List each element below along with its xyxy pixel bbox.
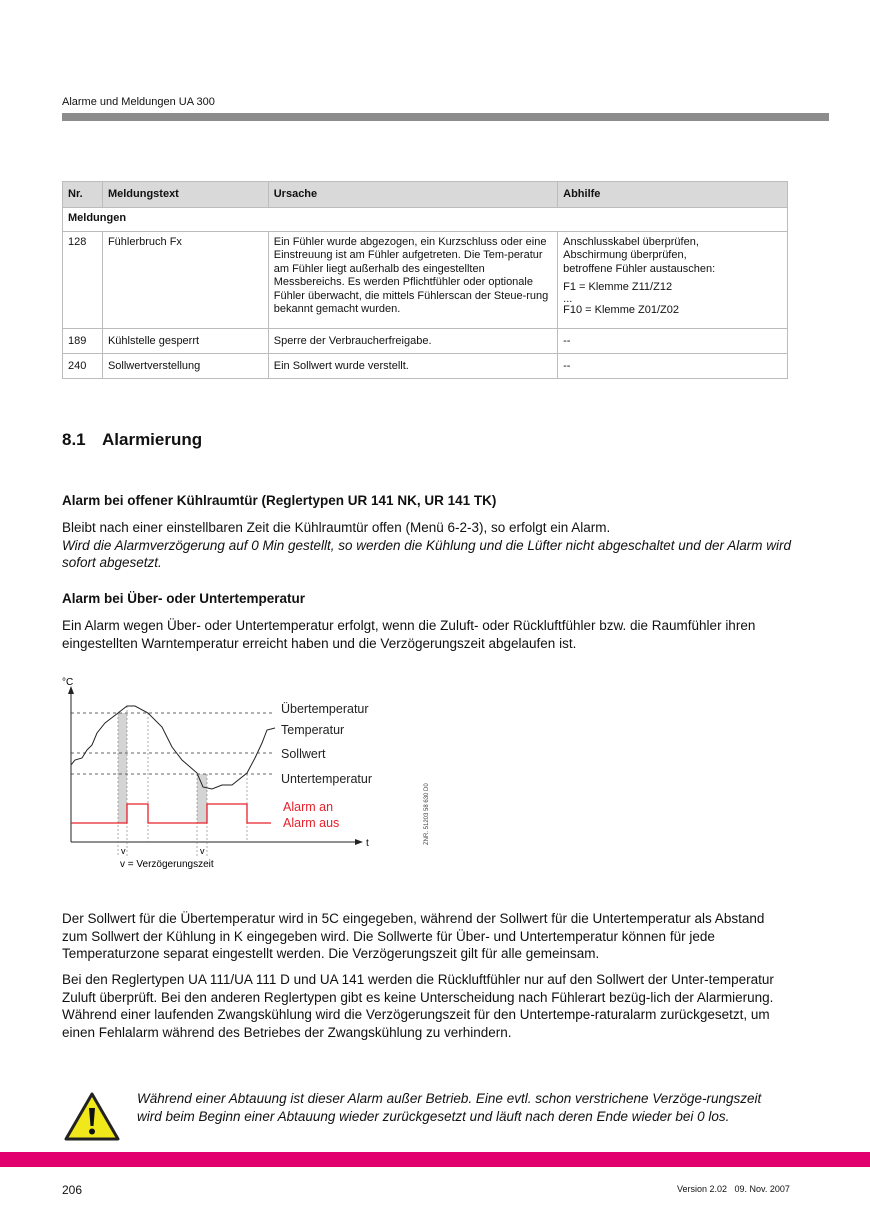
door-text: Bleibt nach einer einstellbaren Zeit die Kühlraumtür offen (Menü 6-2-3), so erfolgt ein Alarm.	[62, 520, 611, 535]
cell-nr: 128	[63, 232, 103, 329]
alarm-on-label: Alarm an	[283, 800, 334, 814]
delay-legend: v = Verzögerungszeit	[120, 859, 214, 870]
setpoint-label: Sollwert	[281, 747, 326, 761]
remedy-line: F10 = Klemme Z01/Z02	[563, 303, 679, 316]
over-temp-label: Übertemperatur	[281, 702, 369, 716]
cell-nr: 240	[63, 354, 103, 379]
cell-text: Kühlstelle gesperrt	[102, 329, 268, 354]
delay-marker: v	[121, 846, 126, 856]
y-unit-label: °C	[62, 677, 74, 688]
temp-alarm-heading: Alarm bei Über- oder Untertemperatur	[62, 591, 306, 606]
alarm-off-label: Alarm aus	[283, 816, 340, 830]
door-italic-note: Wird die Alarmverzögerung auf 0 Min gestellt, so werden die Kühlung und die Lüfter nicht abgeschaltet und der Alarm wird sofort abgesetzt.	[62, 537, 792, 570]
version-info: Version 2.02 09. Nov. 2007	[677, 1184, 790, 1194]
cell-text: Sollwertverstellung	[102, 354, 268, 379]
column-header: Nr.	[63, 182, 103, 208]
warning-triangle-icon	[64, 1092, 120, 1142]
temperature-curve	[71, 706, 275, 789]
delay-marker: v	[200, 846, 205, 856]
running-header: Alarme und Meldungen UA 300	[62, 96, 215, 108]
section-number: 8.1	[62, 430, 86, 449]
column-header: Abhilfe	[558, 182, 788, 208]
alarm-signal	[71, 804, 271, 823]
temperature-label: Temperatur	[281, 723, 345, 737]
x-axis-arrow	[355, 839, 363, 845]
x-axis-label: t	[366, 838, 369, 849]
remedy-line: F1 = Klemme Z11/Z12	[563, 281, 673, 294]
body-paragraph: Bei den Reglertypen UA 111/UA 111 D und UA 141 werden die Rückluftfühler nur auf den Sollwert der Unter-temperatur Zuluft überprüft. Bei den anderen Reglertypen gibt es keine Unterscheidung nach Fühlerart bezüg-lich der Alarmierung. Während einer laufenden Zwangskühlung wird die Verzögerungszeit für den Untertempe-raturalarm zurückgesetzt, um einen Fehlalarm während des Betriebes der Zwangskühlung zu verhindern.	[62, 972, 774, 1040]
delay-band	[197, 774, 207, 823]
drawing-reference: ZNR. 51203 58 630 D0	[424, 783, 430, 845]
under-temp-label: Untertemperatur	[281, 772, 373, 786]
cell-nr: 189	[63, 329, 103, 354]
footer-accent-bar	[0, 1152, 870, 1167]
cell-cause: Sperre der Verbraucherfreigabe.	[268, 329, 557, 354]
column-header: Meldungstext	[102, 182, 268, 208]
body-paragraph: Der Sollwert für die Übertemperatur wird in 5C eingegeben, während der Sollwert für die Untertemperatur als Abstand zum Sollwert der Kühlung in K eingegeben wird. Die Sollwerte für Über- und Untertemperatur können für jede Temperaturzone separat eingestellt werden. Die Verzögerungszeit gilt für alle gemeinsam.	[62, 911, 765, 961]
door-alarm-heading: Alarm bei offener Kühlraumtür (Reglertypen UR 141 NK, UR 141 TK)	[62, 493, 497, 508]
cell-cause: Ein Sollwert wurde verstellt.	[268, 354, 557, 379]
section-label: Meldungen	[63, 208, 788, 232]
column-header: Ursache	[268, 182, 557, 208]
cause-text: Ein Fühler wurde abgezogen, ein Kurzschluss oder eine Einstreuung ist am Fühler aufgetreten. Die Tem-peratur am Fühler liegt außerhalb des eingestellten Messbereichs. Es werden Pflichtfühler oder optionale Fühler überwacht, die mittels Fühlerscan der Steue-rung bekannt gemacht wurden.	[273, 236, 549, 316]
section-title: Alarmierung	[102, 430, 203, 449]
temp-alarm-text: Ein Alarm wegen Über- oder Untertemperatur erfolgt, wenn die Zuluft- oder Rückluftfühler bzw. die Raumfühler ihren eingestellten Warntemperatur erreicht haben und die Verzögerungszeit abgelaufen ist.	[62, 618, 756, 651]
remedy-text: Anschlusskabel überprüfen, Abschirmung überprüfen, betroffene Fühler austauschen:	[563, 236, 716, 275]
page-number: 206	[62, 1183, 83, 1197]
cell-remedy: --	[558, 354, 788, 379]
warning-text: Während einer Abtauung ist dieser Alarm außer Betrieb. Eine evtl. schon verstrichene Verzöge-rungszeit wird beim Beginn einer Abtauung wieder zurückgesetzt und läuft nach deren Ende wieder bei 0 los.	[137, 1091, 762, 1124]
cell-text: Fühlerbruch Fx	[102, 232, 268, 329]
cell-remedy: --	[558, 329, 788, 354]
delay-band	[118, 713, 127, 823]
remedy-line: ...	[563, 292, 573, 305]
